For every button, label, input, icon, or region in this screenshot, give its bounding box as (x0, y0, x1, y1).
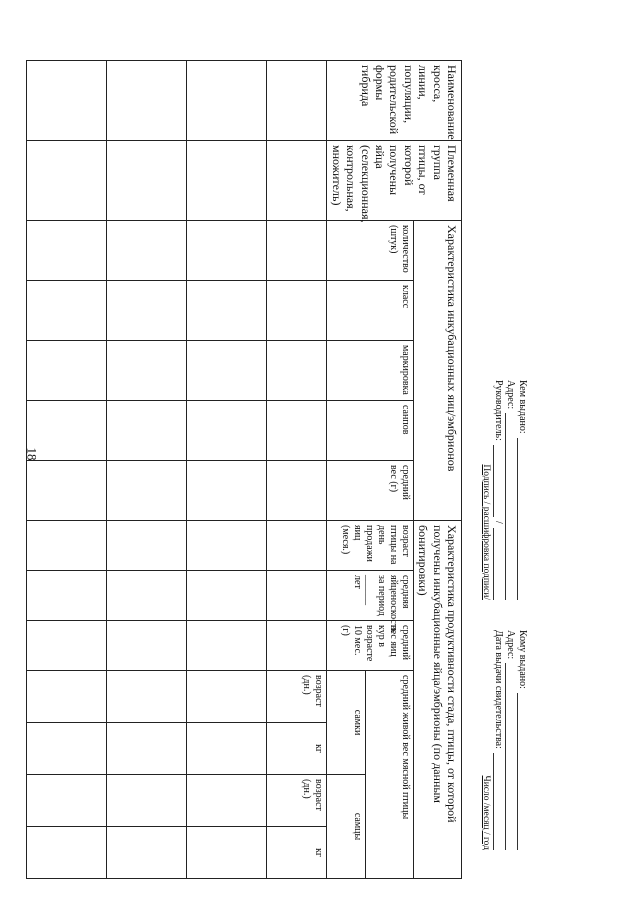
cell-empty (107, 827, 187, 879)
cell-empty (187, 221, 267, 281)
cell-empty (267, 521, 327, 571)
cell-empty (187, 61, 267, 141)
page-number: 18 (24, 447, 40, 461)
cell-empty (267, 341, 327, 401)
signature-footer (468, 380, 618, 860)
cell-empty (267, 221, 327, 281)
subheader-male-kg: кг (267, 827, 327, 879)
header-productivity: Характеристика продуктивности стада, птицы, от которой получены инкубационные яйца/эмбрионы (по данным бонитировки) (413, 521, 461, 879)
signature-slash: / (493, 521, 504, 524)
header-egg-weight: средний вес яиц кур в возрасте 10 мес. (г) (327, 621, 413, 671)
cell-empty (267, 401, 327, 461)
recipient-address-line[interactable] (505, 663, 516, 850)
header-egg-production: средняя яйценоскость за период ______ лет (327, 571, 413, 621)
cell-empty (107, 571, 187, 621)
head-label: Руководитель: (493, 380, 504, 441)
form-table-wrapper (78, 60, 462, 856)
header-age-on-sale: возраст птицы на день продажи яиц (меся.) (327, 521, 413, 571)
cell-empty (267, 281, 327, 341)
cell-empty (187, 723, 267, 775)
cell-empty (27, 671, 107, 723)
cell-empty (187, 571, 267, 621)
cell-empty (187, 827, 267, 879)
issued-to-line[interactable] (517, 693, 528, 850)
cell-empty (107, 141, 187, 221)
header-live-weight: средний живой вес мясной птицы (365, 671, 413, 879)
header-class: класс (327, 281, 413, 341)
cell-empty (27, 723, 107, 775)
cell-empty (107, 281, 187, 341)
cell-empty (267, 571, 327, 621)
issue-date-line[interactable] (493, 753, 504, 850)
subheader-male-age: возраст (дн.) (267, 775, 327, 827)
cell-empty (187, 521, 267, 571)
issued-to-label: Кому выдано: (517, 630, 528, 689)
cell-empty (107, 621, 187, 671)
header-quantity: количество (штук) (327, 221, 413, 281)
cell-empty (27, 281, 107, 341)
header-avg-weight: средний вес (г) (327, 461, 413, 521)
header-sanpov: санпов (327, 401, 413, 461)
cell-empty (187, 775, 267, 827)
cell-empty (107, 671, 187, 723)
issued-by-line[interactable] (517, 438, 528, 600)
certificate-table (26, 60, 462, 879)
head-signature-line[interactable] (493, 445, 504, 517)
cell-empty (107, 521, 187, 571)
issue-date-label: Дата выдачи свидетельства: (493, 630, 504, 749)
cell-empty (27, 141, 107, 221)
cell-empty (27, 461, 107, 521)
cell-empty (187, 621, 267, 671)
cell-empty (27, 61, 107, 141)
header-egg-characteristics: Характеристика инкубационных яиц/эмбрионов (413, 221, 461, 521)
issuer-address-label: Адрес: (505, 380, 516, 410)
issued-by-label: Кем выдано: (517, 380, 528, 434)
signature-caption: Подпись / расшифровка подписи/ (481, 464, 491, 600)
header-marking: маркировка (327, 341, 413, 401)
header-males: самцы (327, 775, 366, 879)
form-table-rotated (78, 60, 462, 856)
cell-empty (27, 827, 107, 879)
cell-empty (27, 621, 107, 671)
cell-empty (27, 775, 107, 827)
cell-empty (187, 341, 267, 401)
cell-empty (107, 341, 187, 401)
cell-empty (187, 671, 267, 723)
cell-empty (27, 571, 107, 621)
signature-footer-rotated (468, 380, 528, 860)
date-caption: Число /месяц / год (481, 775, 491, 850)
head-name-line[interactable] (493, 528, 504, 600)
subheader-female-age: возраст (дн.) (267, 671, 327, 723)
cell-empty (187, 281, 267, 341)
cell-empty (107, 61, 187, 141)
cell-empty (107, 723, 187, 775)
footer-recipient (481, 630, 528, 850)
header-breed-name: Наименование кросса, линии, популяции, родительской формы гибрида (327, 61, 462, 141)
cell-empty (27, 341, 107, 401)
cell-empty (107, 221, 187, 281)
cell-empty (27, 401, 107, 461)
subheader-female-kg: кг (267, 723, 327, 775)
header-females: самки (327, 671, 366, 775)
cell-empty (107, 775, 187, 827)
cell-empty (187, 401, 267, 461)
recipient-address-label: Адрес: (505, 630, 516, 660)
footer-issuer (481, 380, 528, 600)
cell-empty (187, 141, 267, 221)
cell-empty (107, 401, 187, 461)
cell-empty (27, 221, 107, 281)
cell-empty (267, 61, 327, 141)
issuer-address-line[interactable] (505, 413, 516, 600)
cell-empty (267, 461, 327, 521)
header-breeding-group: Племенная группа птицы, от которой получены яйца (селекционная, контрольная, множитель) (327, 141, 462, 221)
cell-empty (187, 461, 267, 521)
cell-empty (27, 521, 107, 571)
cell-empty (267, 621, 327, 671)
cell-empty (107, 461, 187, 521)
cell-empty (267, 141, 327, 221)
